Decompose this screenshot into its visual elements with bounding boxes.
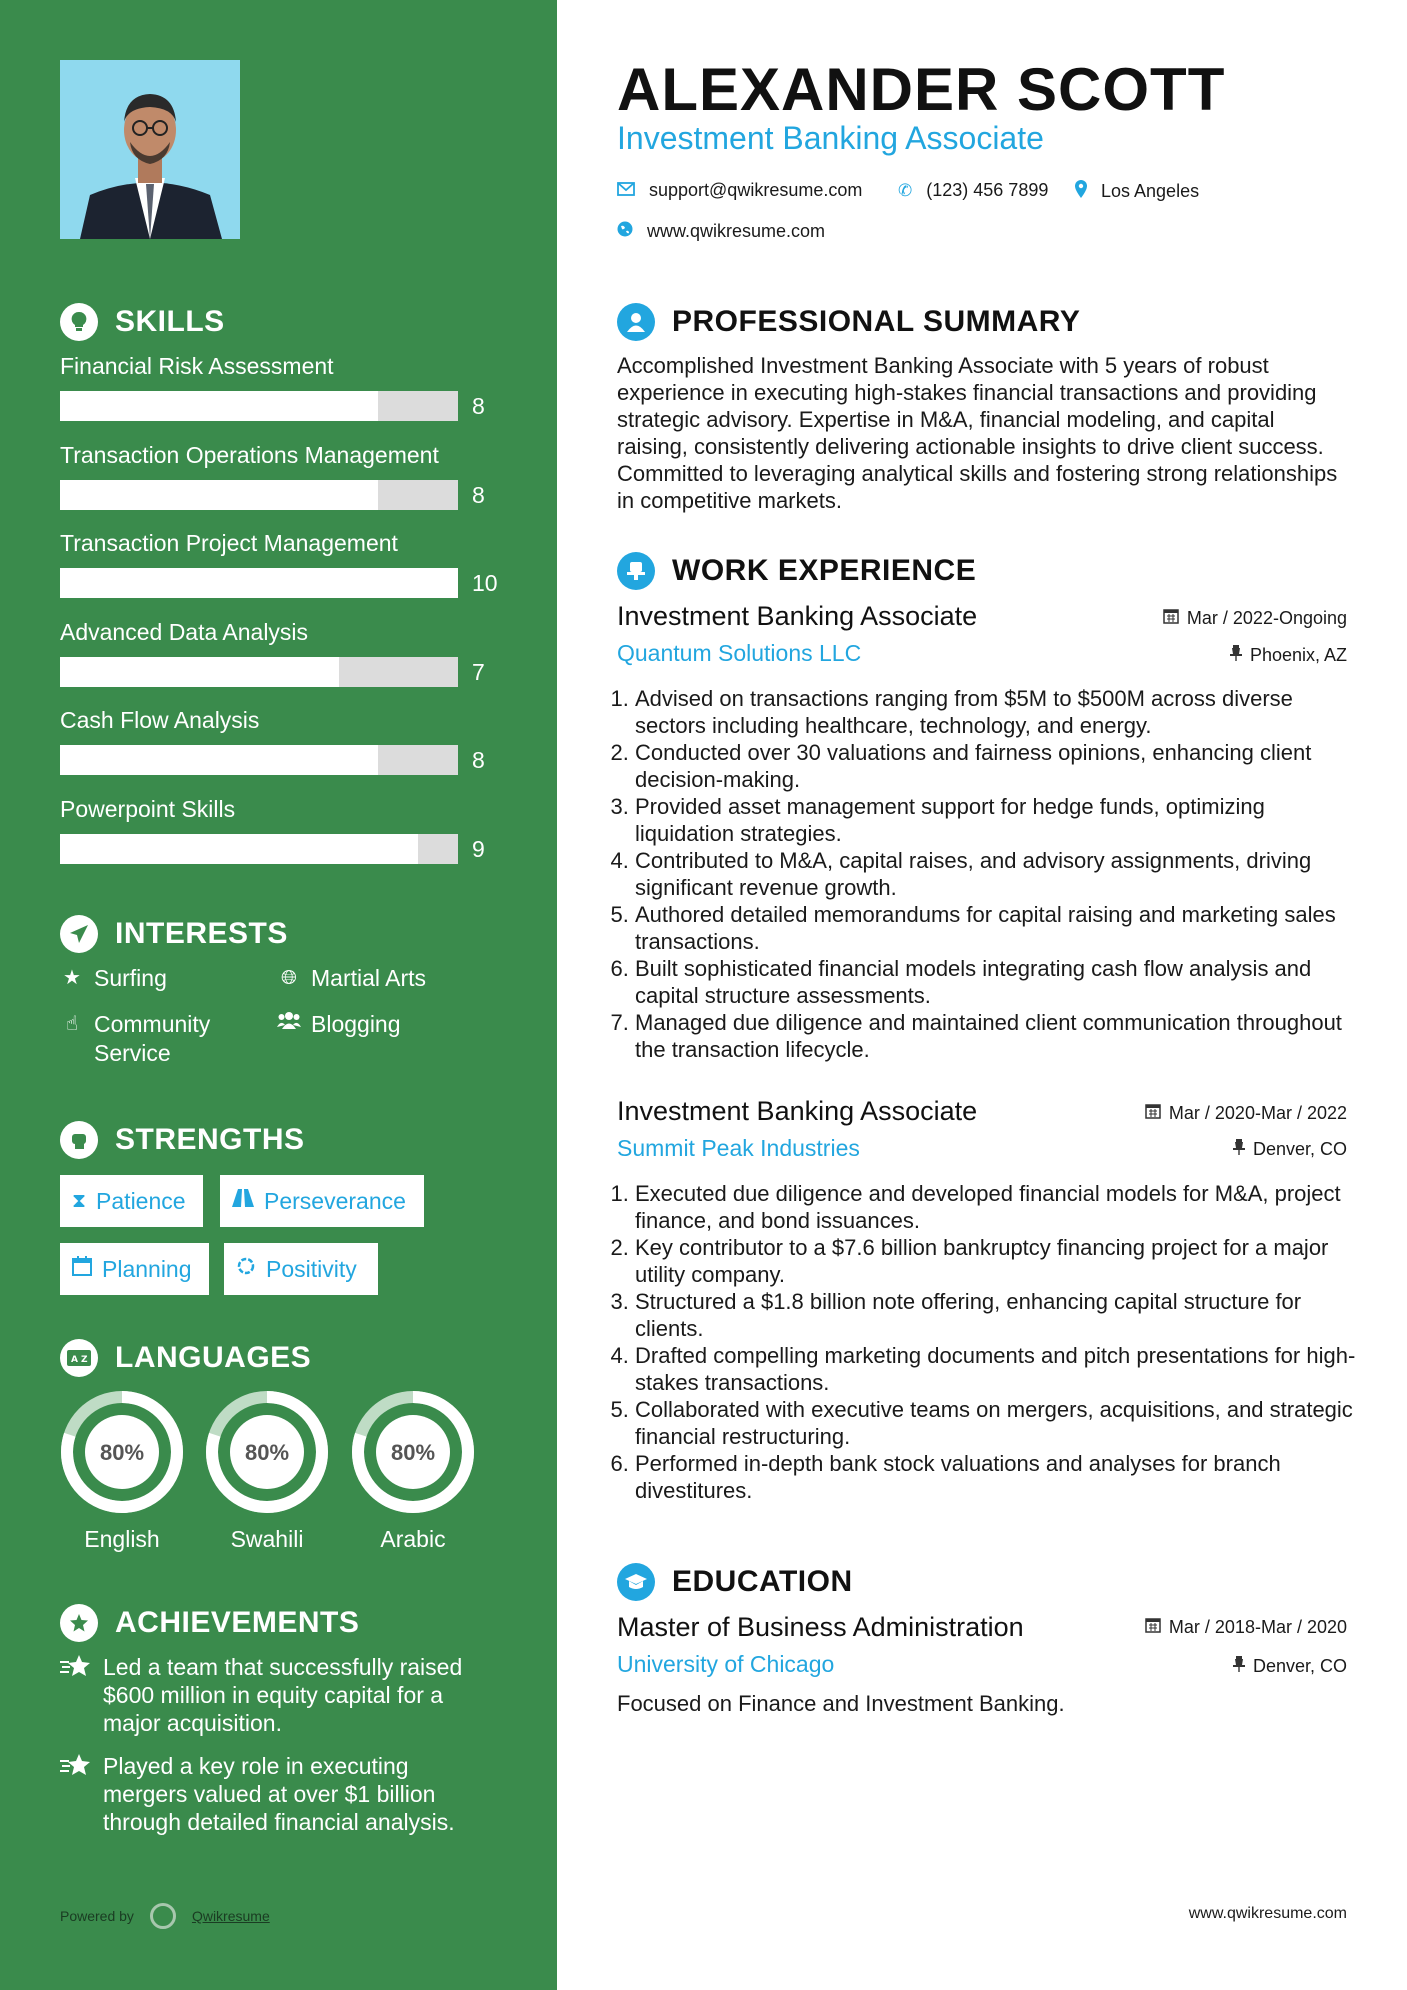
svg-text:A: A — [71, 1355, 78, 1365]
language-item — [205, 1390, 329, 1553]
skill-bar-fill — [60, 391, 378, 421]
job-dates — [1145, 1103, 1347, 1124]
skill-bar — [60, 745, 500, 775]
circle-notch-icon — [236, 1256, 256, 1282]
summary-heading — [617, 303, 1080, 341]
skill-value: 10 — [472, 570, 498, 596]
interest-surfing — [60, 964, 167, 993]
education-heading — [617, 1563, 853, 1601]
dates-text: Mar / 2020-Mar / 2022 — [1168, 1103, 1347, 1123]
language-ring — [205, 1390, 329, 1514]
dates-text: Mar / 2022-Ongoing — [1186, 608, 1347, 628]
bullet-item: 6. Performed in-depth bank stock valuations and analyses for branch divestitures. — [635, 1450, 1365, 1504]
achievements-heading — [60, 1604, 359, 1642]
skills-heading — [60, 303, 225, 341]
job-bullets — [617, 685, 1365, 1063]
bullet-item: 5. Collaborated with executive teams on mergers, acquisitions, and strategic financial restructuring. — [635, 1396, 1365, 1450]
user-icon — [617, 303, 655, 341]
job-title: Investment Banking Associate — [617, 601, 978, 631]
skill-name: Advanced Data Analysis — [60, 619, 309, 645]
job-location — [1233, 1139, 1347, 1160]
calendar-icon — [1163, 608, 1179, 629]
powered-by — [60, 1903, 270, 1929]
skill-name: Cash Flow Analysis — [60, 707, 260, 733]
bullet-item: 3. Provided asset management support for hedge funds, optimizing liquidation strategies. — [635, 793, 1365, 847]
skill-value: 8 — [472, 482, 485, 508]
contact-website[interactable] — [617, 221, 825, 242]
phone-text: (123) 456 7899 — [926, 180, 1049, 200]
interests-heading — [60, 915, 288, 953]
experience-title: WORK EXPERIENCE — [672, 554, 977, 587]
achievement-item — [60, 1653, 480, 1737]
dates-text: Mar / 2018-Mar / 2020 — [1168, 1617, 1347, 1637]
location-text: Denver, CO — [1252, 1656, 1347, 1676]
summary-title: PROFESSIONAL SUMMARY — [672, 305, 1081, 338]
bullet-item: 6. Built sophisticated financial models integrating cash flow analysis and capital structure assessments. — [635, 955, 1365, 1009]
skill-name: Financial Risk Assessment — [60, 353, 334, 379]
strength-label: Planning — [102, 1255, 192, 1282]
contact-location — [1075, 180, 1199, 203]
brand-link[interactable]: Qwikresume — [191, 1908, 270, 1924]
language-percent: 80% — [99, 1440, 145, 1465]
svg-text:Z: Z — [81, 1355, 88, 1365]
contact-email[interactable] — [617, 180, 862, 201]
pin-icon — [1230, 645, 1242, 666]
skill-name: Powerpoint Skills — [60, 796, 236, 822]
bullet-item: 5. Authored detailed memorandums for capital raising and marketing sales transactions. — [635, 901, 1365, 955]
languages-heading — [60, 1339, 311, 1377]
interest-label: Blogging — [311, 1011, 401, 1037]
skill-item — [60, 440, 500, 510]
contact-phone[interactable] — [898, 180, 1048, 201]
skill-item — [60, 528, 500, 598]
skills-title: SKILLS — [115, 305, 225, 338]
globe-icon — [617, 221, 633, 242]
skill-item — [60, 617, 500, 687]
degree-title: Master of Business Administration — [617, 1612, 1024, 1642]
interest-label: Martial Arts — [311, 965, 427, 991]
lightbulb-icon — [60, 303, 98, 341]
skill-name: Transaction Project Management — [60, 530, 398, 556]
skill-value: 7 — [472, 659, 485, 685]
language-ring — [351, 1390, 475, 1514]
skill-bar-fill — [60, 657, 339, 687]
hand-icon: ☝︎ — [65, 1013, 79, 1035]
calendar-icon — [1145, 1617, 1161, 1638]
calendar-icon — [72, 1256, 92, 1282]
skill-bar — [60, 568, 500, 598]
bullet-item: 1. Executed due diligence and developed financial models for M&A, project finance, and bond issuances. — [635, 1180, 1365, 1234]
location-text: Denver, CO — [1252, 1139, 1347, 1159]
skill-bar — [60, 391, 500, 421]
language-percent: 80% — [390, 1440, 436, 1465]
graduation-cap-icon — [617, 1563, 655, 1601]
phone-icon: ✆ — [898, 180, 913, 200]
bullet-item: 2. Conducted over 30 valuations and fairness opinions, enhancing client decision-making. — [635, 739, 1365, 793]
achievement-item — [60, 1752, 480, 1836]
skill-bar — [60, 834, 500, 864]
website-text: www.qwikresume.com — [647, 221, 826, 241]
language-item — [60, 1390, 184, 1553]
map-pin-icon — [1075, 180, 1087, 203]
calendar-icon — [1145, 1103, 1161, 1124]
achievement-text: Played a key role in executing mergers valued at over $1 billion through detailed financial analysis. — [103, 1753, 455, 1835]
language-percent: 80% — [244, 1440, 290, 1465]
envelope-icon — [617, 181, 635, 201]
candidate-role: Investment Banking Associate — [617, 120, 1044, 156]
interest-martial-arts — [277, 964, 426, 993]
bullet-item: 3. Structured a $1.8 billion note offering, enhancing capital structure for clients. — [635, 1288, 1365, 1342]
language-name: Arabic — [380, 1526, 446, 1552]
star-badge-icon — [60, 1604, 98, 1642]
fist-icon — [60, 1121, 98, 1159]
bullet-item: 4. Contributed to M&A, capital raises, and advisory assignments, driving significant revenue growth. — [635, 847, 1365, 901]
languages-title: LANGUAGES — [115, 1341, 312, 1374]
road-icon — [232, 1189, 254, 1213]
education-title: EDUCATION — [672, 1565, 853, 1598]
star-icon: ★ — [63, 967, 81, 989]
skill-bar — [60, 480, 500, 510]
interest-blogging — [277, 1010, 401, 1039]
profile-photo — [60, 60, 240, 239]
strength-label: Positivity — [266, 1255, 357, 1282]
job-title: Investment Banking Associate — [617, 1096, 978, 1126]
users-icon — [277, 1010, 301, 1039]
language-item — [351, 1390, 475, 1553]
location-text: Phoenix, AZ — [1249, 645, 1347, 665]
interest-label: Surfing — [94, 965, 167, 991]
skill-item — [60, 705, 500, 775]
company-name: Quantum Solutions LLC — [617, 640, 862, 666]
job-dates — [1163, 608, 1347, 629]
bullet-item: 1. Advised on transactions ranging from $5M to $500M across diverse sectors including healthcare, technology, and energy. — [635, 685, 1365, 739]
strength-label: Patience — [96, 1187, 186, 1214]
powered-by-text: Powered by — [60, 1908, 134, 1924]
skill-bar — [60, 657, 500, 687]
job-bullets — [617, 1180, 1365, 1504]
school-name: University of Chicago — [617, 1651, 835, 1677]
skill-item — [60, 351, 500, 421]
education-dates — [1145, 1617, 1347, 1638]
skill-bar-fill — [60, 568, 458, 598]
education-location — [1233, 1656, 1347, 1677]
skill-name: Transaction Operations Management — [60, 442, 439, 468]
bullet-item: 2. Key contributor to a $7.6 billion bankruptcy financing project for a major utility company. — [635, 1234, 1365, 1288]
strength-label: Perseverance — [264, 1187, 406, 1214]
strength-planning — [60, 1243, 209, 1295]
location-text: Los Angeles — [1101, 181, 1200, 201]
language-name: English — [84, 1526, 160, 1552]
interests-title: INTERESTS — [115, 917, 288, 950]
job-location — [1230, 645, 1347, 666]
skill-bar-fill — [60, 480, 378, 510]
summary-text: Accomplished Investment Banking Associate with 5 years of robust experience in executing high-stakes financial transactions and providing strategic advisory. Expertise in M&A, financial modeling, and capital raising, consistently delivering actionable insights to drive client success. Committed to leveraging analytical skills and fostering strong relationships in competitive markets. — [617, 353, 1338, 513]
company-name: Summit Peak Industries — [617, 1135, 860, 1161]
skill-value: 9 — [472, 836, 485, 862]
language-name: Swahili — [230, 1526, 304, 1552]
strength-perseverance — [220, 1175, 424, 1227]
experience-heading — [617, 552, 976, 590]
paper-plane-icon — [60, 915, 98, 953]
bullet-item: 7. Managed due diligence and maintained client communication throughout the transaction lifecycle. — [635, 1009, 1365, 1063]
skill-item — [60, 794, 500, 864]
pin-icon — [1233, 1139, 1245, 1160]
email-text: support@qwikresume.com — [649, 180, 863, 200]
globe-icon: 🌐︎ — [281, 967, 297, 989]
education-detail: Focused on Finance and Investment Banking. — [617, 1691, 1065, 1716]
achievement-text: Led a team that successfully raised $600 million in equity capital for a major acquisition. — [103, 1654, 463, 1736]
strengths-heading — [60, 1121, 305, 1159]
strength-patience — [60, 1175, 203, 1227]
achievements-title: ACHIEVEMENTS — [115, 1606, 360, 1639]
star-icon — [60, 1752, 92, 1785]
footer-url[interactable]: www.qwikresume.com — [1188, 1905, 1347, 1922]
skill-value: 8 — [472, 393, 485, 419]
language-icon — [60, 1339, 98, 1377]
strength-positivity — [224, 1243, 378, 1295]
sidebar — [0, 0, 557, 1990]
bullet-item: 4. Drafted compelling marketing documents and pitch presentations for high-stakes transactions. — [635, 1342, 1365, 1396]
skill-value: 8 — [472, 747, 485, 773]
star-icon — [60, 1653, 92, 1686]
interest-community-service — [60, 1010, 240, 1068]
qwikresume-logo-icon — [150, 1903, 176, 1929]
skill-bar-fill — [60, 834, 418, 864]
skill-bar-fill — [60, 745, 378, 775]
strengths-title: STRENGTHS — [115, 1123, 305, 1156]
language-ring — [60, 1390, 184, 1514]
briefcase-icon — [617, 552, 655, 590]
pin-icon — [1233, 1656, 1245, 1677]
hourglass-icon: ⧗ — [72, 1189, 87, 1212]
candidate-name: ALEXANDER SCOTT — [617, 56, 1226, 123]
interest-label: Community Service — [94, 1011, 211, 1066]
